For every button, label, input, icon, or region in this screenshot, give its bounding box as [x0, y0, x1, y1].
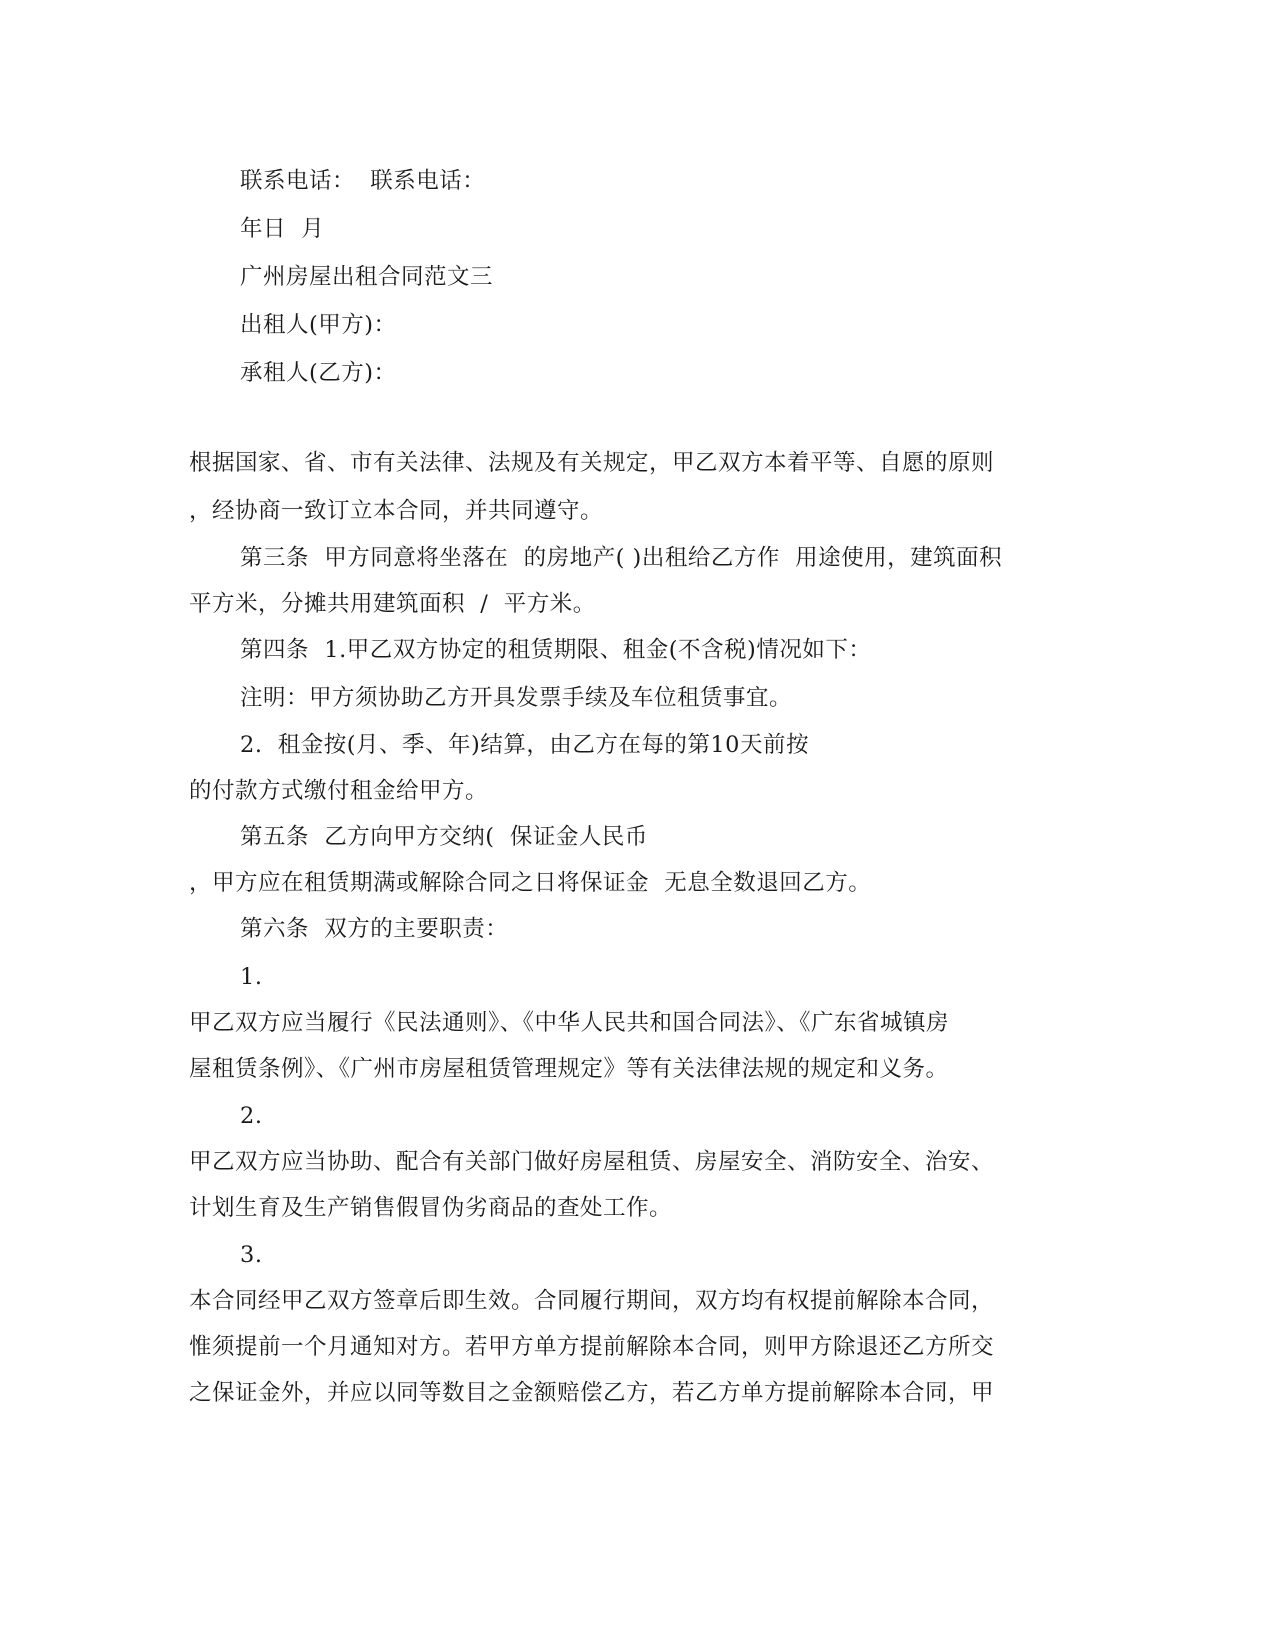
lessee-line: 承租人(乙方)：	[240, 360, 397, 386]
article-3-line-2: 平方米，分摊共用建筑面积 / 平方米。	[189, 591, 596, 617]
article-6-heading: 第六条 双方的主要职责：	[240, 916, 509, 942]
date-line: 年日 月	[240, 216, 325, 242]
article-6-item-1-line-2: 屋租赁条例》、《广州市房屋租赁管理规定》等有关法律法规的规定和义务。	[189, 1056, 949, 1082]
article-6-item-3-line-3: 之保证金外，并应以同等数目之金额赔偿乙方，若乙方单方提前解除本合同，甲	[189, 1380, 995, 1406]
article-6-item-3-line-1: 本合同经甲乙双方签章后即生效。合同履行期间，双方均有权提前解除本合同，	[189, 1288, 995, 1314]
article-6-item-1-number: 1.	[240, 964, 263, 990]
article-5-line-1: 第五条 乙方向甲方交纳( 保证金人民币	[240, 824, 648, 850]
article-6-item-3-number: 3.	[240, 1242, 263, 1268]
article-4-item-2-line-1: 2. 租金按(月、季、年)结算，由乙方在每的第10天前按	[240, 732, 809, 758]
article-4-line-1: 第四条 1.甲乙双方协定的租赁期限、租金(不含税)情况如下：	[240, 637, 872, 663]
article-6-item-2-line-2: 计划生育及生产销售假冒伪劣商品的查处工作。	[189, 1195, 673, 1221]
article-4-note: 注明：甲方须协助乙方开具发票手续及车位租赁事宜。	[240, 685, 793, 711]
lessor-line: 出租人(甲方)：	[240, 312, 397, 338]
article-5-line-2: ，甲方应在租赁期满或解除合同之日将保证金 无息全数退回乙方。	[189, 870, 872, 896]
article-6-item-2-number: 2.	[240, 1103, 263, 1129]
article-3-line-1: 第三条 甲方同意将坐落在 的房地产( )出租给乙方作 用途使用，建筑面积	[240, 545, 1003, 571]
preamble-line-2: ，经协商一致订立本合同，并共同遵守。	[189, 498, 604, 524]
article-6-item-2-line-1: 甲乙双方应当协助、配合有关部门做好房屋租赁、房屋安全、消防安全、治安、	[189, 1149, 995, 1175]
document-title: 广州房屋出租合同范文三	[240, 264, 494, 290]
preamble-line-1: 根据国家、省、市有关法律、法规及有关规定，甲乙双方本着平等、自愿的原则	[189, 450, 995, 476]
article-4-item-2-line-2: 的付款方式缴付租金给甲方。	[189, 778, 489, 804]
contact-phone-line: 联系电话： 联系电话：	[240, 168, 486, 194]
article-6-item-1-line-1: 甲乙双方应当履行《民法通则》、《中华人民共和国合同法》、《广东省城镇房	[189, 1010, 950, 1036]
article-6-item-3-line-2: 惟须提前一个月通知对方。若甲方单方提前解除本合同，则甲方除退还乙方所交	[189, 1334, 995, 1360]
